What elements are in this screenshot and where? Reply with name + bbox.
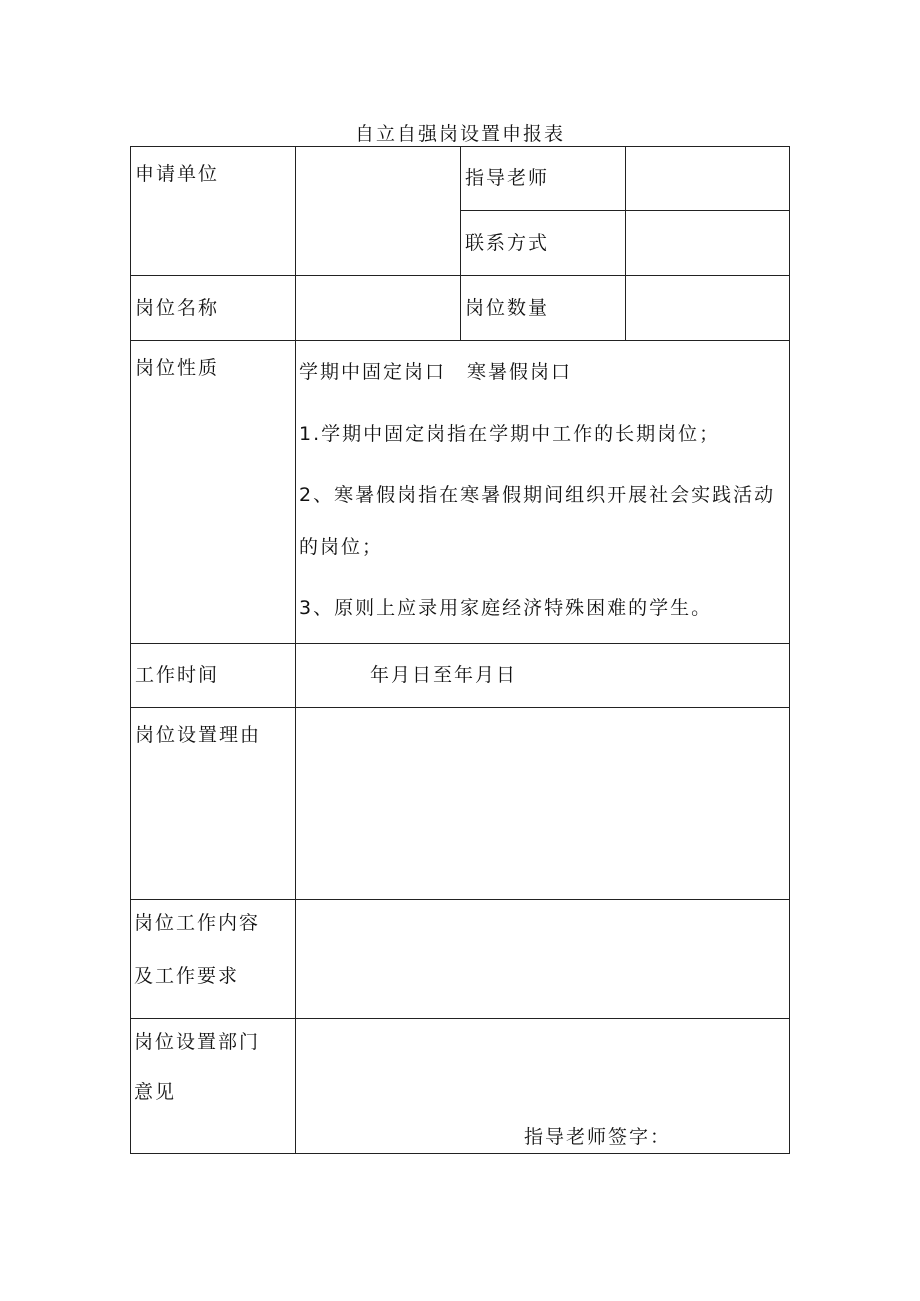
form-title: 自立自强岗设置申报表 [354,123,565,145]
application-form-table [130,146,790,1154]
applicant-unit-label: 申请单位 [130,146,296,276]
work-time-field[interactable] [295,643,790,708]
position-name-field[interactable] [295,275,461,341]
position-type-options[interactable]: 学期中固定岗口 寒暑假岗口 [299,361,573,383]
advisor-field[interactable] [625,146,790,211]
reason-field[interactable] [295,707,790,900]
dept-opinion-field[interactable] [295,1018,790,1154]
advisor-signature-label: 指导老师签字： [524,1126,672,1149]
position-count-label: 岗位数量 [460,275,626,341]
position-type-content [295,340,790,644]
contact-field[interactable] [625,210,790,276]
work-content-field[interactable] [295,899,790,1019]
position-type-note-2a: 2、寒暑假岗指在寒暑假期间组织开展社会实践活动 [299,484,776,506]
work-content-label-line-1: 岗位工作内容 [134,912,261,934]
dept-opinion-label-line-1: 岗位设置部门 [134,1031,261,1053]
work-content-label [130,899,296,1019]
position-type-note-3: 3、原则上应录用家庭经济特殊困难的学生。 [299,597,713,619]
work-time-value: 年月日至年月日 [370,664,518,687]
position-type-label: 岗位性质 [130,340,296,644]
position-name-label: 岗位名称 [130,275,296,341]
position-type-note-2b: 的岗位； [299,536,384,558]
applicant-unit-field[interactable] [295,146,461,276]
dept-opinion-label-line-2: 意见 [134,1081,177,1103]
work-time-label: 工作时间 [130,643,296,708]
position-count-field[interactable] [625,275,790,341]
dept-opinion-label [130,1018,296,1154]
reason-label: 岗位设置理由 [130,707,296,900]
contact-label: 联系方式 [460,210,626,276]
position-type-note-1: 1.学期中固定岗指在学期中工作的长期岗位； [299,423,721,445]
advisor-label: 指导老师 [460,146,626,211]
work-content-label-line-2: 及工作要求 [134,965,240,987]
